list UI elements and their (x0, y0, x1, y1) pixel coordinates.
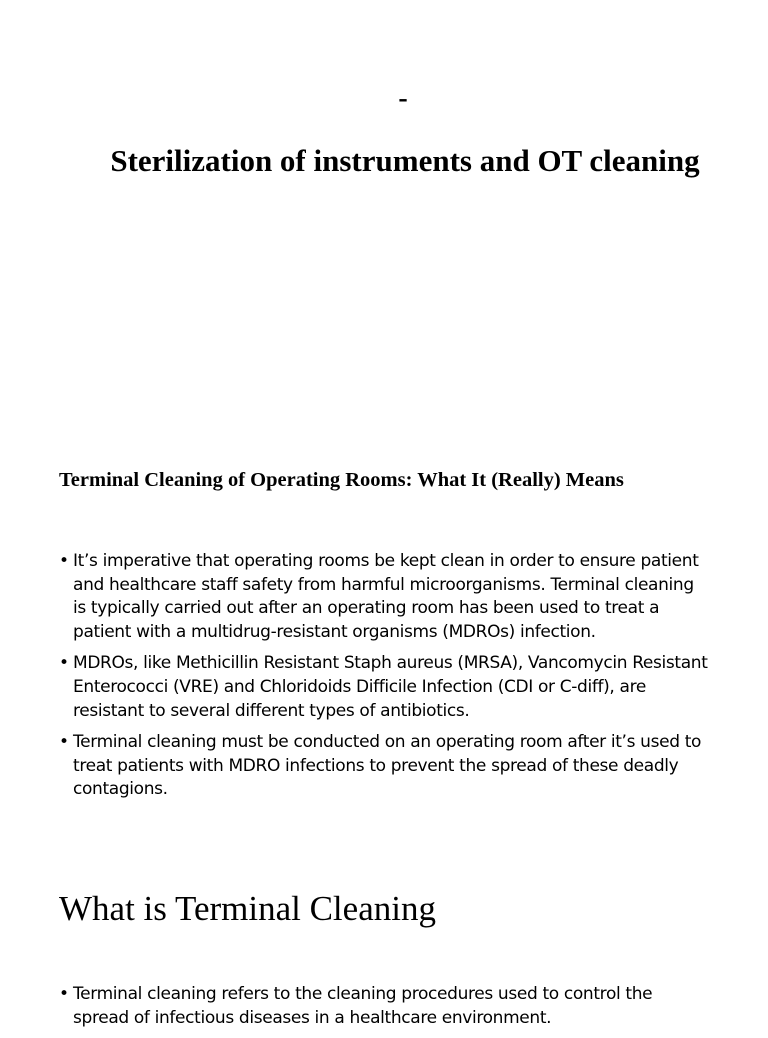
bullet-text: Terminal cleaning must be conducted on an operating room after it’s used to treat patients with MDRO infections to prevent the spread of these deadly contagions. (73, 731, 702, 800)
title-dash: - (398, 83, 408, 114)
list-item (59, 550, 709, 645)
presentation-title: Sterilization of instruments and OT cleaning (110, 143, 700, 178)
bullet-text: Terminal cleaning refers to the cleaning procedures used to control the spread of infectious diseases in a healthcare environment. (73, 984, 653, 1028)
list-item (59, 983, 709, 1030)
bullet-list (59, 550, 709, 810)
list-item (59, 731, 709, 802)
bullet-icon: • (59, 551, 69, 571)
bullet-icon: • (59, 984, 69, 1004)
bullet-icon: • (59, 731, 69, 752)
bullet-text: It’s imperative that operating rooms be kept clean in order to ensure patient and healthcare staff safety from harmful microorganisms. Terminal cleaning is typically carried out after an operating room has been used to treat a patient with a multidrug-resistant organisms (MDROs) infection. (73, 551, 699, 643)
slide-title: Terminal Cleaning of Operating Rooms: What It (Really) Means (59, 469, 624, 491)
bullet-icon: • (59, 653, 69, 674)
slide-title: What is Terminal Cleaning (59, 889, 436, 928)
list-item (59, 652, 709, 723)
bullet-text: MDROs, like Methicillin Resistant Staph aureus (MRSA), Vancomycin Resistant Enterococci (VRE) and Chloridoids Difficile Infection (CDI or C-diff), are resistant to several different types of antibiotics. (73, 653, 708, 721)
bullet-list (59, 983, 709, 1038)
